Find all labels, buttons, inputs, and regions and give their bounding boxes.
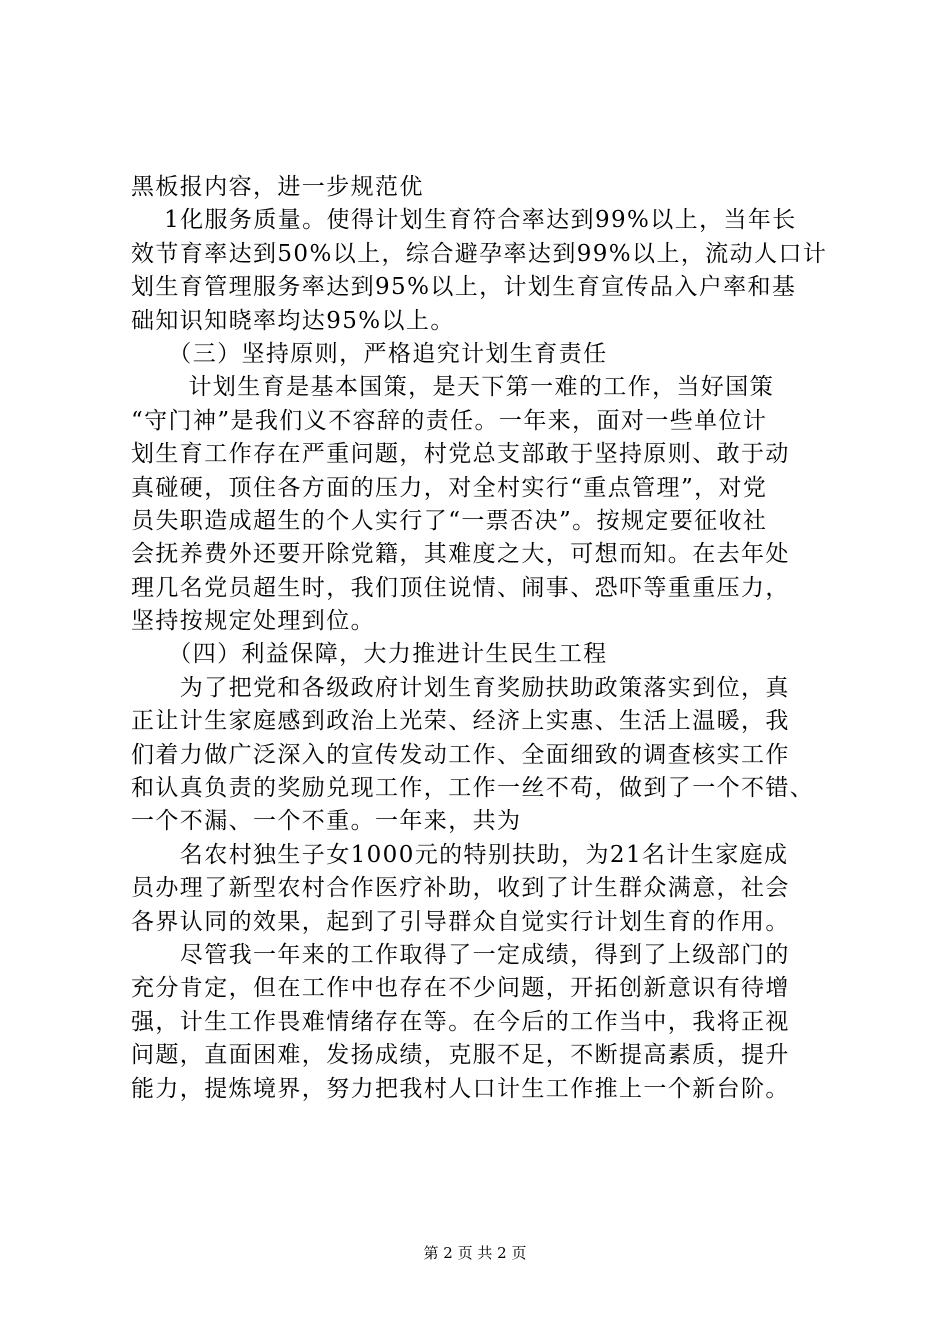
document-body — [131, 171, 831, 1106]
text-line: 效节育率达到50%以上，综合避孕率达到99%以上，流动人口计 — [131, 240, 828, 267]
text-line: 一个不漏、一个不重。一年来，共为 — [131, 808, 522, 835]
text-line: 真碰硬，顶住各方面的压力，对全村实行“重点管理”，对党 — [131, 474, 768, 501]
text-line: 和认真负责的奖励兑现工作，工作一丝不苟，做到了一个不错、 — [131, 775, 815, 802]
text-line: 为了把党和各级政府计划生育奖励扶助政策落实到位，真 — [131, 674, 790, 701]
text-line: 强，计生工作畏难情绪存在等。在今后的工作当中，我将正视 — [131, 1008, 790, 1035]
text-line: 尽管我一年来的工作取得了一定成绩，得到了上级部门的 — [131, 941, 790, 968]
text-line: 坚持按规定处理到位。 — [131, 608, 375, 635]
page-number-footer: 第 2 页 共 2 页 — [423, 1244, 527, 1262]
text-line: “守门神”是我们义不容辞的责任。一年来，面对一些单位计 — [131, 407, 768, 434]
text-line: 划生育管理服务率达到95%以上，计划生育宣传品入户率和基 — [131, 274, 797, 301]
section-heading: （三）坚持原则，严格追究计划生育责任 — [131, 340, 608, 367]
text-line: 划生育工作存在严重问题，村党总支部敢于坚持原则、敢于动 — [131, 441, 790, 468]
text-line: 各界认同的效果，起到了引导群众自觉实行计划生育的作用。 — [131, 908, 790, 935]
section-heading: （四）利益保障，大力推进计生民生工程 — [131, 641, 608, 668]
text-line: 黑板报内容，进一步规范优 — [131, 174, 424, 200]
text-line: 会抚养费外还要开除党籍，其难度之大，可想而知。在去年处 — [131, 541, 790, 568]
text-line: 们着力做广泛深入的宣传发动工作、全面细致的调查核实工作 — [131, 741, 790, 768]
text-line: 名农村独生子女1000元的特别扶助，为21名计生家庭成 — [131, 841, 789, 868]
text-line: 计划生育是基本国策，是天下第一难的工作，当好国策 — [131, 374, 775, 401]
text-line: 1化服务质量。使得计划生育符合率达到99%以上，当年长 — [131, 207, 797, 234]
text-line: 问题，直面困难，发扬成绩，克服不足，不断提高素质，提升 — [131, 1042, 790, 1069]
text-line: 理几名党员超生时，我们顶住说情、闹事、恐吓等重重压力， — [131, 574, 790, 601]
text-line: 充分肯定，但在工作中也存在不少问题，开拓创新意识有待增 — [131, 975, 790, 1002]
text-line: 员办理了新型农村合作医疗补助，收到了计生群众满意，社会 — [131, 875, 790, 902]
text-line: 能力，提炼境界，努力把我村人口计生工作推上一个新台阶。 — [131, 1075, 790, 1102]
text-line: 础知识知晓率均达95%以上。 — [131, 307, 455, 334]
text-line: 员失职造成超生的个人实行了“一票否决”。按规定要征收社 — [131, 507, 768, 534]
text-line: 正让计生家庭感到政治上光荣、经济上实惠、生活上温暖，我 — [131, 708, 790, 735]
